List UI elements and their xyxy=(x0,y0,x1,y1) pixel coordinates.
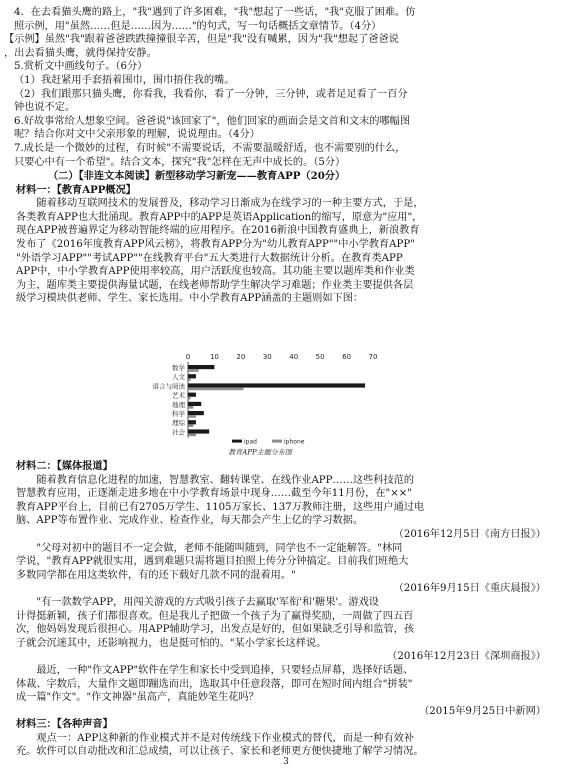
questions-block xyxy=(0,6,572,169)
paragraph-line: 为主，题库类主要提供海量试题，在线老师帮助学生解决学习难题；作业类主要提供各层 xyxy=(16,279,414,291)
bar-ipad-4 xyxy=(188,402,201,406)
x-tick-label: 30 xyxy=(262,353,272,361)
legend-swatch xyxy=(272,440,282,443)
bar-iphone-2 xyxy=(188,388,244,391)
category-label: 理综 xyxy=(172,419,185,428)
example-line: ，出去看猫头鹰，就得保持安静。 xyxy=(4,47,157,59)
question-line: 呢？结合你对文中父亲形象的理解，说说理由。（4分） xyxy=(14,129,260,141)
bar-ipad-6 xyxy=(188,420,196,424)
paragraph-line: "有一款数学APP，用闯关游戏的方式吸引孩子去赢取'军衔'和'糖果'。游戏设 xyxy=(36,596,379,608)
x-tick-label: 0 xyxy=(185,353,191,361)
paragraph-line: 子就会沉迷其中，还影响视力，也是挺可怕的。"某小学家长这样说。 xyxy=(16,637,327,649)
question-line: 4．在去看猫头鹰的路上，"我"遇到了许多困难，"我"想起了一些话，"我"克服了困难。仿 xyxy=(14,7,416,18)
bar-ipad-1 xyxy=(188,374,196,378)
chart-caption: 教育APP主题分布图 xyxy=(228,448,292,457)
x-tick-label: 20 xyxy=(236,353,246,361)
paragraph-line: 教育APP平台上，目前已有2705万学生、1105万家长、137万教师注册，这些用户通过电 xyxy=(16,501,425,513)
paragraph-line: 最近，一种"作文APP"软件在学生和家长中受到追捧，只要轻点屏幕，选择好话题、 xyxy=(36,664,414,676)
bar-iphone-1 xyxy=(188,378,191,381)
category-label: 数学 xyxy=(172,364,185,372)
bar-iphone-3 xyxy=(188,397,191,400)
bar-iphone-4 xyxy=(188,406,193,409)
paragraph-line: 计得挺新颖，孩子们都很喜欢。但是我儿子把做一个孩子为了赢得奖励，一周做了四五百 xyxy=(16,610,414,622)
category-label: 艺术 xyxy=(172,391,185,400)
x-tick-label: 60 xyxy=(342,353,352,361)
question-line: 6.好故事常给人想象空间。爸爸说"该回家了"，他们回家的画面会是文首和文末的哪幅图 xyxy=(14,115,411,127)
paragraph-line: 现在APP被普遍界定为移动智能终端的应用程序。在2016新浪中国教育盛典上，新浪教育 xyxy=(16,225,420,237)
category-label: 地理 xyxy=(172,400,185,409)
legend-swatch xyxy=(232,440,242,443)
paragraph-line: 体裁、字数后，大量作文题即蹦选而出，选取其中任意段落，即可在短时间内组合"拼装" xyxy=(16,678,413,690)
category-label: 社会 xyxy=(172,428,185,437)
bar-ipad-0 xyxy=(188,365,214,369)
paragraph-line: 发布了《2016年度教育APP风云榜》，将教育APP分为"幼儿教育APP""中小学教育APP" xyxy=(16,238,415,250)
question-line: 只要心中有一个希望"。结合文本，探究"我"怎样在无声中成长的。（5分） xyxy=(14,156,346,168)
material-title: 材料三：【各种声音】 xyxy=(16,718,113,730)
material-title: 材料一：【教育APP概况】 xyxy=(16,183,136,196)
material-three-block xyxy=(0,718,572,759)
paragraph-line: 成一篇"作文"。"作文神器"虽高产，真能妙笔生花吗？ xyxy=(16,692,259,704)
question-line: 7.成长是一个微妙的过程，有时候"不需要说话，不需要温暖舒适，也不需要别的什么， xyxy=(14,142,406,154)
paragraph-line: 各类教育APP也大批涌现。教育APP中的APP是英语Application的缩写，原意为"应用"， xyxy=(16,211,423,223)
material-two-block xyxy=(0,460,572,718)
source-citation: （2016年12月23日《深圳商报》） xyxy=(387,651,546,663)
bar-ipad-2 xyxy=(188,383,365,387)
bar-iphone-6 xyxy=(188,424,193,427)
x-tick-label: 40 xyxy=(289,353,299,361)
bar-iphone-5 xyxy=(188,415,196,418)
page-number: 3 xyxy=(283,757,289,767)
paragraph-line: 多数同学都在用这类软件，有的还下载好几款不同的混着用。" xyxy=(16,569,296,581)
material-one-block xyxy=(0,170,572,306)
x-tick-label: 50 xyxy=(315,353,325,361)
x-tick-label: 10 xyxy=(209,353,219,361)
paragraph-line: 次，他妈妈发现后很担心。用APP辅助学习，出发点是好的，但如果缺乏引导和监管，孩 xyxy=(16,624,414,636)
legend-label: iphone xyxy=(284,438,305,446)
legend-label: ipad xyxy=(244,438,257,446)
paragraph-line: 充。软件可以自动批改和汇总成绩，可以让孩子、家长和老师更方便快捷地了解学习情况。 xyxy=(16,746,424,758)
bar-ipad-7 xyxy=(188,429,209,433)
paragraph-line: APP中，中小学教育APP使用率较高，用户活跃度也较高。其功能主要以题库类和作业类 xyxy=(16,266,415,278)
bar-ipad-5 xyxy=(188,411,204,415)
paragraph-line: 学说，"教育APP就很实用，遇到难题只需将题目拍照上传分分钟搞定。目前我们班绝大 xyxy=(16,556,409,568)
question-line: 5.赏析文中画线句子。（6分） xyxy=(14,61,148,73)
sub-question-line: （1）我赶紧用手套捂着围巾，围巾捂住我的嘴。 xyxy=(14,74,235,86)
category-label: 人文 xyxy=(172,373,185,382)
bar-iphone-7 xyxy=(188,434,196,437)
paragraph-line: 随着移动互联网技术的发展普及，移动学习日渐成为在线学习的一种主要方式，于是， xyxy=(36,198,424,210)
section-heading: （二）【非连文本阅读】新型移动学习新宠——教育APP（20分） xyxy=(48,170,346,182)
example-line: 【示例】虽然"我"跟着爸爸跌跌撞撞很辛苦，但是"我"没有喊累，因为"我"想起了爸爸说 xyxy=(4,34,399,46)
paragraph-line: 随着教育信息化进程的加速，智慧教室、翻转课堂、在线作业APP……这些科技范的 xyxy=(36,474,415,486)
x-tick-label: 70 xyxy=(368,353,378,361)
paragraph-line: 观点一：APP这种新的作业模式并不是对传统线下作业模式的替代，而是一种有效补 xyxy=(36,732,415,744)
sub-question-line: 钟也说不定。 xyxy=(14,102,76,114)
app-topic-bar-chart xyxy=(140,352,390,457)
category-label: 语言与阅读 xyxy=(152,382,185,391)
bar-iphone-0 xyxy=(188,369,199,372)
source-citation: （2016年12月5日《南方日报》） xyxy=(393,528,546,540)
source-citation: （2015年9月25日中新网） xyxy=(419,705,546,717)
sub-question-line: （2）我们跟那只猫头鹰，你看我，我看你，看了一分钟，三分钟，或者足足看了一百分 xyxy=(14,88,408,100)
paragraph-line: "父母对初中的题目不一定会做，老师不能随叫随到，同学也不一定能解答。"林同 xyxy=(36,542,403,554)
paragraph-line: "外语学习APP""考试APP""在线教育平台"五大类进行大数据统计分析。在教育类APP xyxy=(16,252,403,264)
source-citation: （2016年9月15日《重庆晨报》） xyxy=(393,583,546,595)
question-line: 照示例，用"虽然……但是……因为……"的句式，写一句话概括文章情节。（4分） xyxy=(14,20,382,32)
category-label: 科学 xyxy=(172,410,185,418)
paragraph-line: 级学习模块供老师、学生、家长选用。中小学教育APP涵盖的主题则如下图： xyxy=(16,293,364,305)
material-title: 材料二：【媒体报道】 xyxy=(16,460,113,472)
paragraph-line: 智慧教育应用，正逐渐走进多地在中小学教育场景中现身……截至今年11月份，在"××" xyxy=(16,488,412,500)
bar-ipad-3 xyxy=(188,393,196,397)
paragraph-line: 脑、APP等布置作业、完成作业、检查作业，每天都会产生上亿的学习数据。 xyxy=(16,515,364,527)
